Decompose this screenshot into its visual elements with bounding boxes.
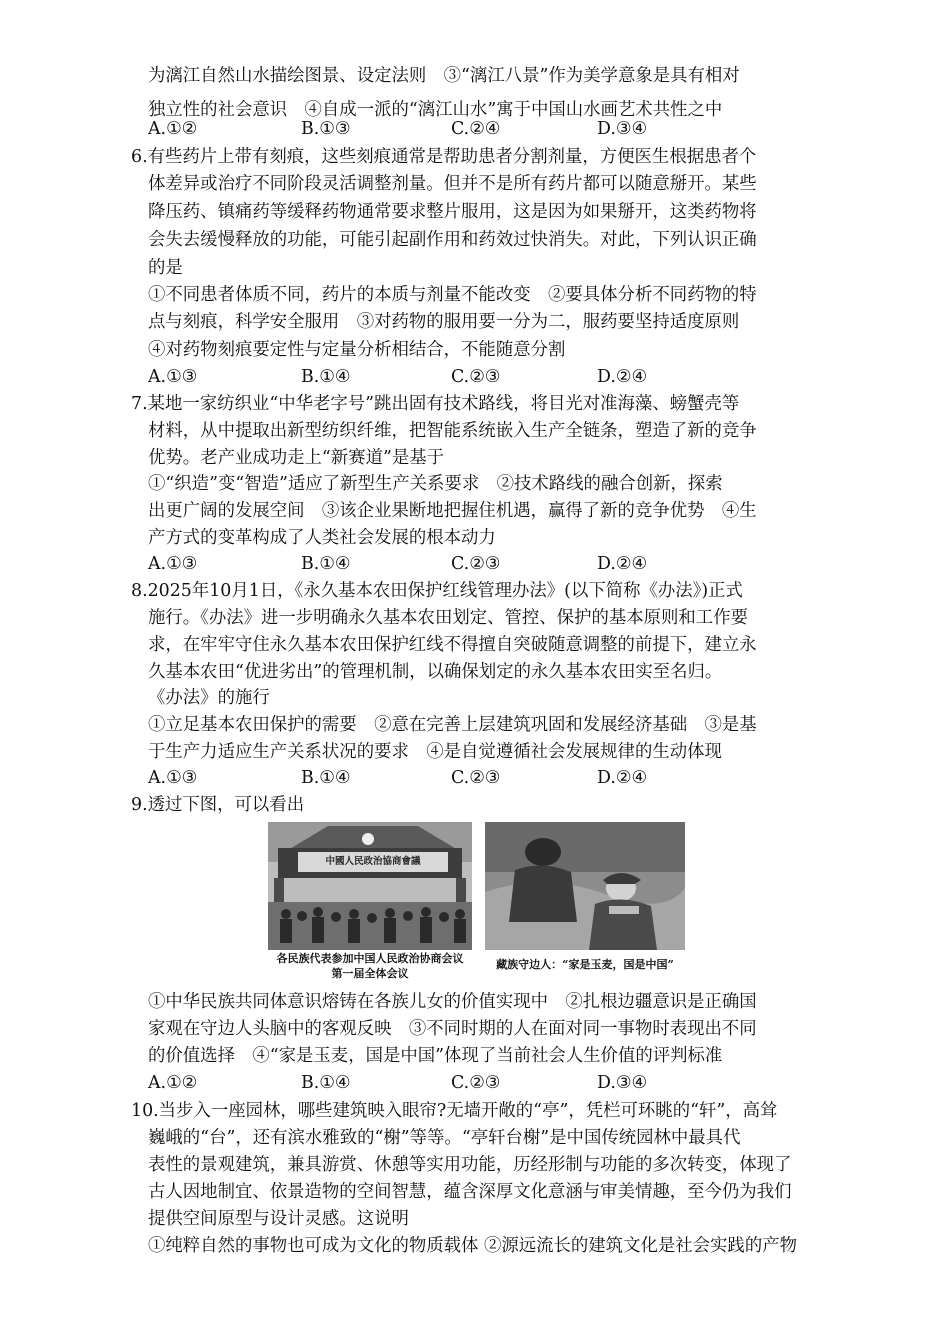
q10-stem-line-2: 巍峨的“台”，还有滨水雅致的“榭”等等。“亭轩台榭”是中国传统园林中最具代 bbox=[148, 1128, 741, 1148]
q9-statements-line-2: 家观在守边人头脑中的客观反映 ③不同时期的人在面对同一事物时表现出不同 bbox=[148, 1019, 757, 1039]
q9-statements-line-1: ①中华民族共同体意识熔铸在各族儿女的价值实现中 ②扎根边疆意识是正确国 bbox=[148, 992, 757, 1012]
q8-statements-line-2: 于生产力适应生产关系状况的要求 ④是自觉遵循社会发展规律的生动体现 bbox=[148, 742, 722, 762]
q6-option-b: B.①④ bbox=[301, 367, 351, 387]
q7-option-a: A.①③ bbox=[148, 554, 198, 574]
q10-stem-line-5: 提供空间原型与设计灵感。这说明 bbox=[148, 1209, 409, 1229]
q6-option-c: C.②③ bbox=[451, 367, 501, 387]
q8-stem-line-3: 求，在牢牢守住永久基本农田保护红线不得擅自突破随意调整的前提下，建立永 bbox=[148, 635, 757, 655]
q6-stem-line-3: 降压药、镇痛药等缓释药物通常要求整片服用，这是因为如果掰开，这类药物将 bbox=[148, 202, 757, 222]
q6-option-d: D.②④ bbox=[597, 367, 648, 387]
q8-option-a: A.①③ bbox=[148, 768, 198, 788]
q7-statements-line-2: 出更广阔的发展空间 ③该企业果断地把握住机遇，赢得了新的竞争优势 ④生 bbox=[148, 501, 757, 521]
q10-stem-line-1: 10.当步入一座园林，哪些建筑映入眼帘?无墙开敞的“亭”，凭栏可环眺的“轩”，高耸 bbox=[131, 1101, 778, 1121]
q6-option-a: A.①③ bbox=[148, 367, 198, 387]
q9-option-b: B.①④ bbox=[301, 1073, 351, 1093]
q7-stem-line-2: 材料，从中提取出新型纺织纤维，把智能系统嵌入生产全链条，塑造了新的竞争 bbox=[148, 421, 757, 441]
q8-option-c: C.②③ bbox=[451, 768, 501, 788]
q8-stem-line-2: 施行。《办法》进一步明确永久基本农田划定、管控、保护的基本原则和工作要 bbox=[148, 608, 748, 628]
q7-stem-line-1: 7.某地一家纺织业“中华老字号”跳出固有技术路线，将目光对准海藻、螃蟹壳等 bbox=[131, 394, 740, 414]
cppcc-banner-text: 中國人民政治協商會議 bbox=[325, 856, 421, 867]
cppcc-caption-line-1: 各民族代表参加中国人民政治协商会议 bbox=[276, 952, 464, 965]
q6-stem-line-5: 的是 bbox=[148, 258, 183, 278]
q9-option-a: A.①② bbox=[148, 1073, 198, 1093]
q8-stem-line-4: 久基本农田“优进劣出”的管理机制，以确保划定的永久基本农田实至名归。 bbox=[148, 662, 723, 682]
q5-option-a: A.①② bbox=[148, 119, 198, 139]
q7-statements-line-3: 产方式的变革构成了人类社会发展的根本动力 bbox=[148, 528, 496, 548]
q9-option-c: C.②③ bbox=[451, 1073, 501, 1093]
q8-option-b: B.①④ bbox=[301, 768, 351, 788]
q6-stem-line-2: 体差异或治疗不同阶段灵活调整剂量。但并不是所有药片都可以随意掰开。某些 bbox=[148, 174, 757, 194]
q10-stem-line-4: 古人因地制宜、依景造物的空间智慧，蕴含深厚文化意涵与审美情趣，至今仍为我们 bbox=[148, 1182, 792, 1202]
q6-stem-line-4: 会失去缓慢释放的功能，可能引起副作用和药效过快消失。对此，下列认识正确 bbox=[148, 230, 757, 250]
q7-statements-line-1: ①“织造”变“智造”适应了新型生产关系要求 ②技术路线的融合创新，探索 bbox=[148, 474, 723, 494]
border-guardian-photo bbox=[485, 822, 685, 950]
q7-option-d: D.②④ bbox=[597, 554, 648, 574]
q5-line-2: 独立性的社会意识 ④自成一派的“漓江山水”寓于中国山水画艺术共性之中 bbox=[148, 100, 723, 120]
cppcc-photo-drawing bbox=[268, 822, 472, 950]
q5-line-1: 为漓江自然山水描绘图景、设定法则 ③“漓江八景”作为美学意象是具有相对 bbox=[148, 66, 740, 86]
q10-statements-line-1: ①纯粹自然的事物也可成为文化的物质载体 ②源远流长的建筑文化是社会实践的产物 bbox=[148, 1236, 797, 1256]
cppcc-caption-line-2: 第一届全体会议 bbox=[331, 967, 409, 980]
q9-option-d: D.③④ bbox=[597, 1073, 648, 1093]
q8-statements-line-1: ①立足基本农田保护的需要 ②意在完善上层建筑巩固和发展经济基础 ③是基 bbox=[148, 715, 757, 735]
q6-statements-line-2: 点与刻痕，科学安全服用 ③对药物的服用要一分为二，服药要坚持适度原则 bbox=[148, 312, 740, 332]
q9-statements-line-3: 的价值选择 ④“家是玉麦，国是中国”体现了当前社会人生价值的评判标准 bbox=[148, 1046, 723, 1066]
cppcc-session-photo bbox=[268, 822, 472, 950]
q6-statements-line-3: ④对药物刻痕要定性与定量分析相结合，不能随意分割 bbox=[148, 340, 566, 360]
q6-stem-line-1: 6.有些药片上带有刻痕，这些刻痕通常是帮助患者分割剂量，方便医生根据患者个 bbox=[131, 147, 757, 167]
q8-stem-line-5: 《办法》的施行 bbox=[148, 688, 270, 708]
q5-option-d: D.③④ bbox=[597, 119, 648, 139]
q7-option-c: C.②③ bbox=[451, 554, 501, 574]
guardian-caption: 藏族守边人：“家是玉麦，国是中国” bbox=[496, 958, 674, 971]
guardian-photo-drawing bbox=[485, 822, 685, 950]
q8-stem-line-1: 8.2025年10月1日，《永久基本农田保护红线管理办法》(以下简称《办法》)正式 bbox=[131, 581, 743, 601]
q5-option-b: B.①③ bbox=[301, 119, 351, 139]
q8-option-d: D.②④ bbox=[597, 768, 648, 788]
q9-stem: 9.透过下图，可以看出 bbox=[131, 795, 305, 815]
q10-stem-line-3: 表性的景观建筑，兼具游赏、休憩等实用功能，历经形制与功能的多次转变，体现了 bbox=[148, 1155, 792, 1175]
q6-statements-line-1: ①不同患者体质不同，药片的本质与剂量不能改变 ②要具体分析不同药物的特 bbox=[148, 285, 757, 305]
q7-stem-line-3: 优势。老产业成功走上“新赛道”是基于 bbox=[148, 448, 445, 468]
q5-option-c: C.②④ bbox=[451, 119, 501, 139]
q7-option-b: B.①④ bbox=[301, 554, 351, 574]
